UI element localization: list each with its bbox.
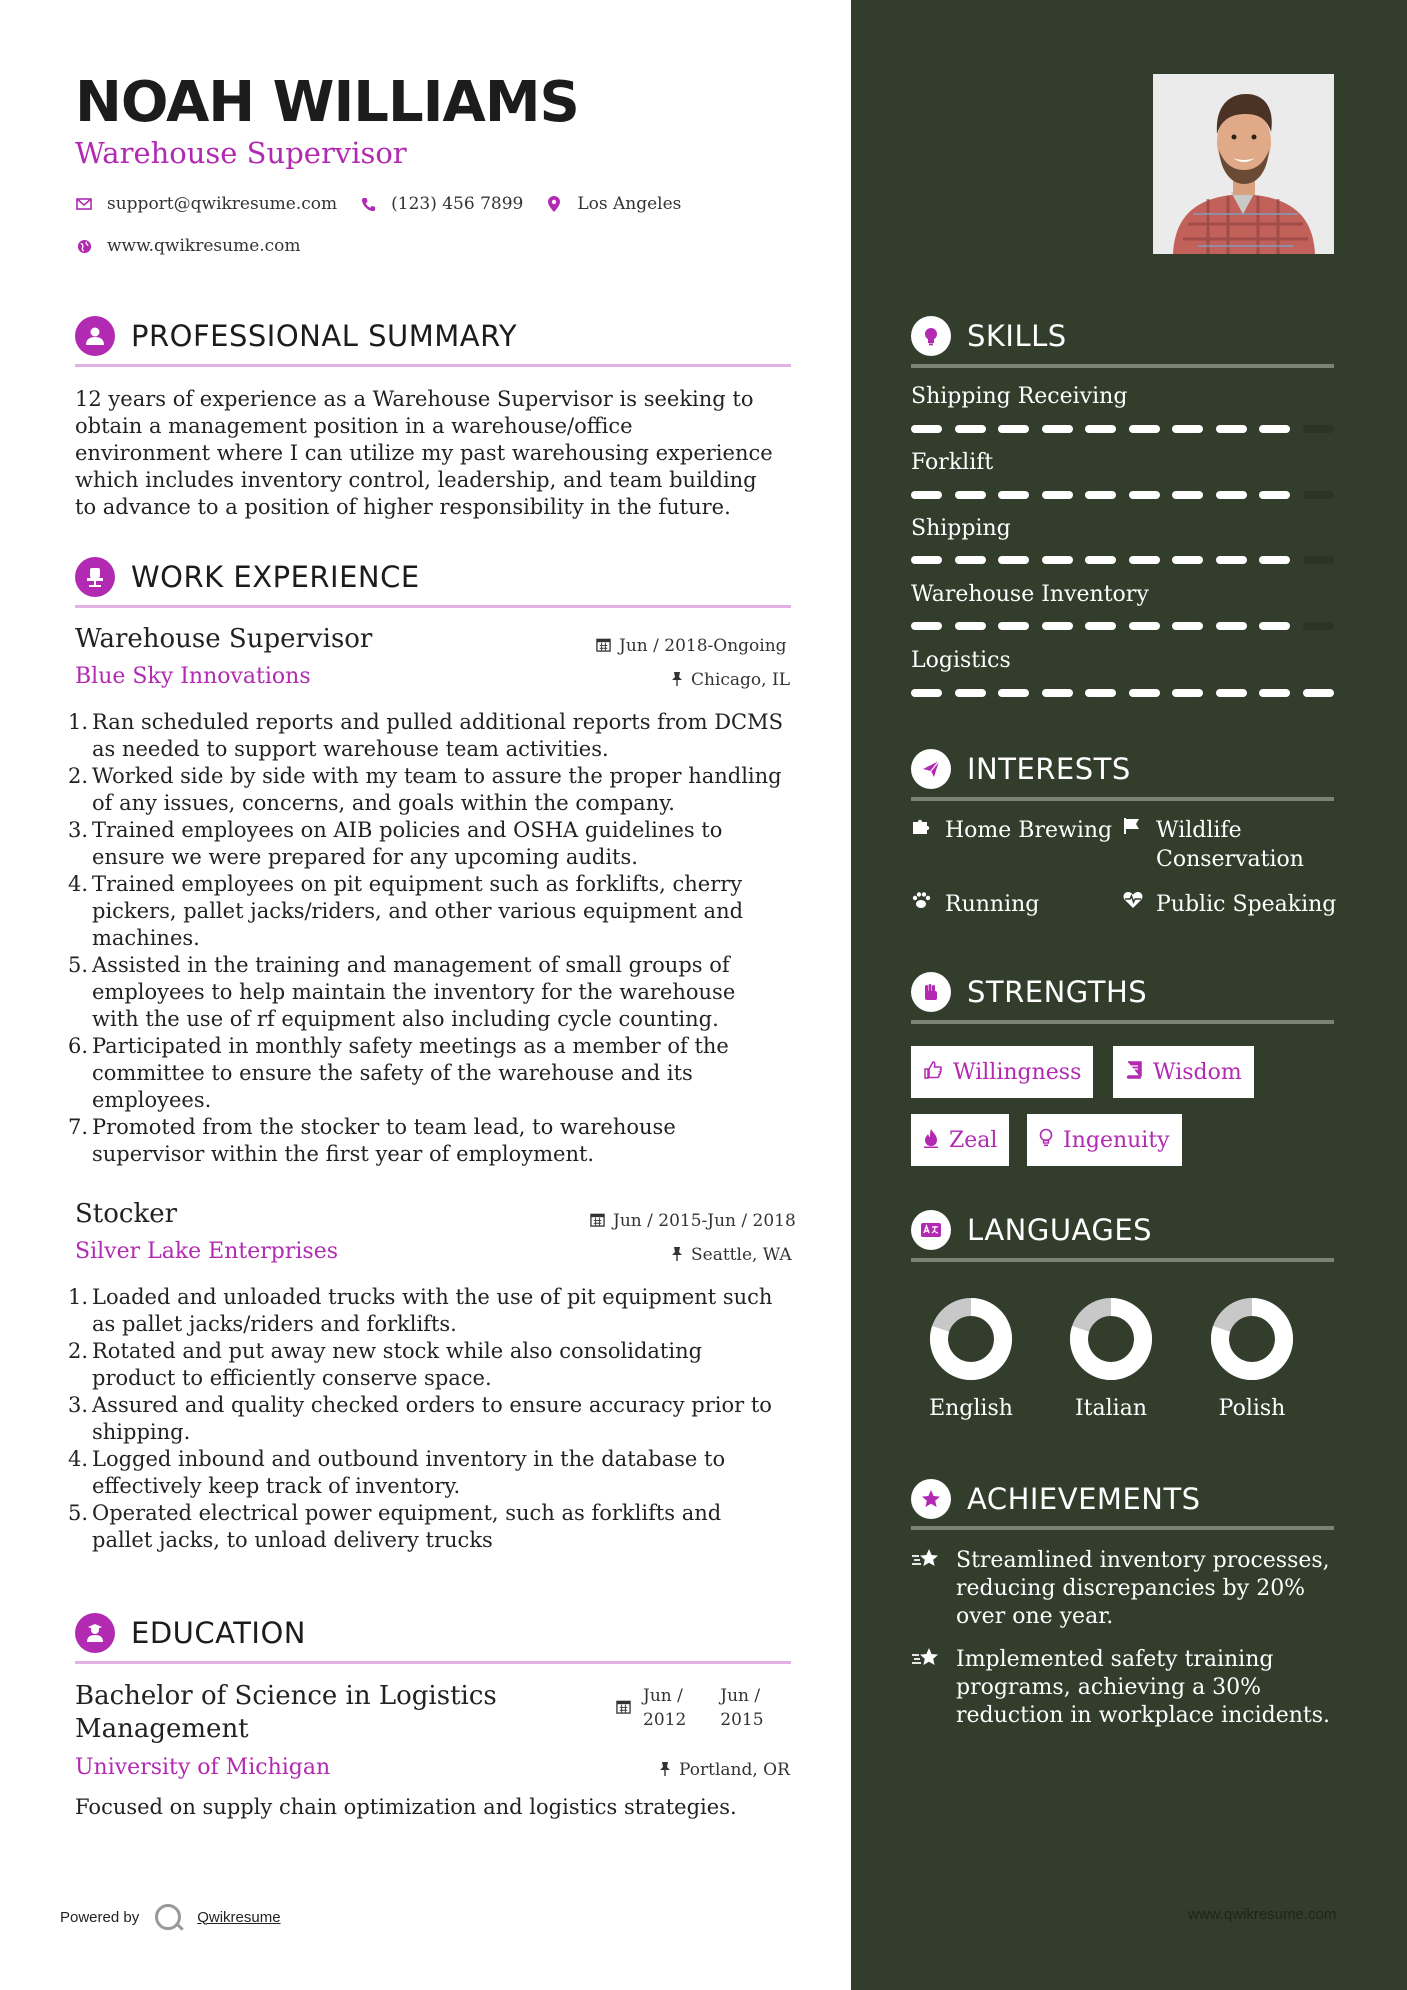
skill-segment <box>1129 425 1160 433</box>
company-name: Silver Lake Enterprises <box>75 1239 339 1264</box>
skill-segment <box>1172 425 1203 433</box>
book-icon <box>1125 1060 1143 1085</box>
fist-icon <box>911 972 951 1012</box>
skill-segment <box>911 622 942 630</box>
envelope-icon <box>75 198 93 210</box>
company-name: Blue Sky Innovations <box>75 664 311 689</box>
skill-level-bar <box>911 425 1334 433</box>
skill-segment <box>1172 556 1203 564</box>
calendar-icon <box>590 1212 605 1231</box>
lightbulb-icon <box>1039 1128 1053 1153</box>
job-title: Warehouse Supervisor <box>75 624 373 654</box>
achievements-header <box>911 1479 1201 1519</box>
skill-name: Forklift <box>911 450 994 475</box>
language-donut <box>1207 1294 1297 1384</box>
summary-line: 12 years of experience as a Warehouse Supervisor is seeking to <box>75 387 754 411</box>
paper-plane-icon <box>911 749 951 789</box>
footer-url: www.qwikresume.com <box>1188 1906 1337 1923</box>
section-title: INTERESTS <box>967 752 1131 786</box>
skill-segment <box>911 425 942 433</box>
skill-name: Shipping <box>911 516 1011 541</box>
summary-text <box>75 386 795 521</box>
list-item: 1. Ran scheduled reports and pulled additional reports from DCMS as needed to support warehouse team activities. <box>68 710 784 761</box>
briefcase-chair-icon <box>75 557 115 597</box>
interests-header <box>911 749 1131 789</box>
strength-label: Wisdom <box>1153 1059 1242 1085</box>
education-header <box>75 1613 306 1653</box>
section-title: EDUCATION <box>131 1616 307 1650</box>
thumbs-up-icon <box>923 1060 943 1085</box>
skill-segment <box>955 425 986 433</box>
language-item <box>1051 1294 1171 1421</box>
skill-segment <box>998 622 1029 630</box>
skill-segment <box>1172 622 1203 630</box>
flag-icon <box>1122 816 1156 874</box>
degree-line: Bachelor of Science in Logistics <box>75 1681 497 1711</box>
skill-segment <box>1216 556 1247 564</box>
list-item: 7. Promoted from the stocker to team lead, to warehouse supervisor within the first year of employment. <box>68 1115 676 1166</box>
strength-label: Willingness <box>953 1059 1082 1085</box>
star-badge-icon <box>911 1479 951 1519</box>
candidate-name: NOAH WILLIAMS <box>75 70 579 135</box>
skill-segment <box>1042 425 1073 433</box>
strength-badge <box>1027 1114 1182 1166</box>
lightbulb-icon <box>911 316 951 356</box>
skill-segment <box>1259 689 1290 697</box>
education-location-text: Portland, OR <box>679 1760 790 1780</box>
skill-name: Warehouse Inventory <box>911 582 1149 607</box>
achievement-item <box>911 1646 1341 1730</box>
interest-item <box>1122 816 1304 874</box>
interest-label: Home Brewing <box>945 818 1113 843</box>
skill-segment <box>1303 689 1334 697</box>
skill-segment <box>955 491 986 499</box>
profile-photo <box>1153 74 1334 254</box>
skill-segment <box>998 556 1029 564</box>
education-dates <box>616 1684 764 1732</box>
heartbeat-icon <box>1122 890 1156 919</box>
user-icon <box>75 316 115 356</box>
interest-item <box>1122 890 1336 919</box>
map-marker-icon <box>545 196 563 212</box>
summary-line: obtain a management position in a warehouse/office <box>75 414 633 438</box>
degree-title <box>75 1680 497 1746</box>
list-item: 3. Assured and quality checked orders to ensure accuracy prior to shipping. <box>68 1393 772 1444</box>
job-location <box>671 670 790 690</box>
skill-segment <box>1129 491 1160 499</box>
skill-segment <box>955 689 986 697</box>
skill-segment <box>1259 556 1290 564</box>
language-item <box>1192 1294 1312 1421</box>
strength-label: Ingenuity <box>1063 1127 1170 1153</box>
skill-segment <box>998 491 1029 499</box>
skill-segment <box>1216 491 1247 499</box>
skill-segment <box>1129 689 1160 697</box>
skill-level-bar <box>911 491 1334 499</box>
star-icon <box>911 1646 956 1730</box>
list-item: 3. Trained employees on AIB policies and OSHA guidelines to ensure we were prepared for any upcoming audits. <box>68 818 723 869</box>
list-item: 5. Operated electrical power equipment, such as forklifts and pallet jacks, to unload delivery trucks <box>68 1501 722 1552</box>
strength-badge <box>1113 1046 1254 1098</box>
graduation-icon <box>75 1613 115 1653</box>
skill-segment <box>1303 425 1334 433</box>
skill-segment <box>1085 491 1116 499</box>
education-end: Jun / 2015 <box>720 1686 764 1730</box>
powered-by-label: Powered by <box>60 1908 140 1926</box>
skill-segment <box>1129 556 1160 564</box>
degree-line: Management <box>75 1714 249 1744</box>
job-date-range: Jun / 2015-Jun / 2018 <box>613 1211 796 1231</box>
skill-segment <box>1085 556 1116 564</box>
list-item: 2. Worked side by side with my team to assure the proper handling of any issues, concerns, and goals within the company. <box>68 764 782 815</box>
skill-segment <box>1303 622 1334 630</box>
skill-segment <box>1042 622 1073 630</box>
skill-segment <box>1172 491 1203 499</box>
language-donut <box>1066 1294 1156 1384</box>
section-divider <box>911 1020 1334 1024</box>
candidate-role: Warehouse Supervisor <box>75 136 407 170</box>
section-divider <box>75 1661 791 1664</box>
language-name: English <box>929 1396 1013 1421</box>
pushpin-icon <box>659 1761 671 1780</box>
section-divider <box>911 1526 1334 1530</box>
job-location-text: Seattle, WA <box>691 1245 792 1265</box>
skill-segment <box>1216 622 1247 630</box>
skill-level-bar <box>911 689 1334 697</box>
skill-level-bar <box>911 556 1334 564</box>
list-item: 4. Trained employees on pit equipment such as forklifts, cherry pickers, pallet jacks/riders, and other various equipment and machines. <box>68 872 744 950</box>
summary-line: to advance to a position of higher responsibility in the future. <box>75 495 731 519</box>
location-text: Los Angeles <box>577 194 682 214</box>
job-title: Stocker <box>75 1199 178 1229</box>
language-name: Italian <box>1074 1396 1147 1421</box>
fire-icon <box>923 1128 939 1153</box>
skill-name: Logistics <box>911 648 1011 673</box>
skill-segment <box>1042 556 1073 564</box>
skill-level-bar <box>911 622 1334 630</box>
skill-segment <box>1172 689 1203 697</box>
section-divider <box>911 364 1334 368</box>
section-divider <box>911 1258 1334 1262</box>
experience-header <box>75 557 420 597</box>
interest-item <box>911 816 1112 845</box>
section-title: LANGUAGES <box>967 1213 1153 1247</box>
skill-segment <box>911 491 942 499</box>
section-title: ACHIEVEMENTS <box>967 1482 1201 1516</box>
skill-segment <box>955 622 986 630</box>
skill-segment <box>1085 425 1116 433</box>
list-item: 5. Assisted in the training and management of small groups of employees to help maintain the inventory for the warehouse with the use of rf equipment also including cycle counting. <box>68 953 736 1031</box>
pushpin-icon <box>671 671 683 690</box>
contact-row <box>75 194 703 214</box>
job-dates <box>596 636 787 656</box>
star-icon <box>911 1547 956 1631</box>
education-description: Focused on supply chain optimization and logistics strategies. <box>75 1795 737 1819</box>
job-bullets <box>68 1284 796 1554</box>
qwikresume-link[interactable]: Qwikresume <box>197 1908 281 1926</box>
strength-badge <box>911 1114 1009 1166</box>
languages-header <box>911 1210 1152 1250</box>
skill-segment <box>1129 622 1160 630</box>
skill-segment <box>1259 622 1290 630</box>
phone-icon <box>359 197 377 212</box>
skills-header <box>911 316 1067 356</box>
section-title: PROFESSIONAL SUMMARY <box>131 319 518 353</box>
phone-number: (123) 456 7899 <box>391 194 524 214</box>
list-item: 2. Rotated and put away new stock while also consolidating product to efficiently conserve space. <box>68 1339 703 1390</box>
skill-segment <box>911 689 942 697</box>
email-link[interactable]: support@qwikresume.com <box>107 194 338 214</box>
list-item: 6. Participated in monthly safety meetings as a member of the committee to ensure the safety of the warehouse and its employees. <box>68 1034 729 1112</box>
website-row <box>75 236 323 256</box>
language-name: Polish <box>1218 1396 1286 1421</box>
skill-segment <box>1085 622 1116 630</box>
strength-badge <box>911 1046 1093 1098</box>
summary-line: which includes inventory control, leadership, and team building <box>75 468 757 492</box>
summary-header <box>75 316 517 356</box>
skill-segment <box>1303 556 1334 564</box>
powered-by <box>60 1904 281 1930</box>
section-title: SKILLS <box>967 319 1067 353</box>
skill-segment <box>1042 491 1073 499</box>
language-item <box>911 1294 1031 1421</box>
section-divider <box>911 797 1334 801</box>
section-divider <box>75 364 791 367</box>
skill-name: Shipping Receiving <box>911 384 1128 409</box>
job-location <box>671 1245 792 1265</box>
language-icon <box>911 1210 951 1250</box>
pushpin-icon <box>671 1246 683 1265</box>
skill-segment <box>1042 689 1073 697</box>
skill-segment <box>1216 425 1247 433</box>
education-location <box>659 1760 790 1780</box>
job-dates <box>590 1211 796 1231</box>
education-start: Jun / 2012 <box>643 1686 687 1730</box>
job-location-text: Chicago, IL <box>691 670 790 690</box>
list-item: 4. Logged inbound and outbound inventory in the database to effectively keep track of inventory. <box>68 1447 726 1498</box>
interest-item <box>911 890 1039 919</box>
skill-segment <box>1303 491 1334 499</box>
puzzle-icon <box>911 816 945 845</box>
paw-icon <box>911 890 945 919</box>
list-item: 1. Loaded and unloaded trucks with the use of pit equipment such as pallet jacks/riders and forklifts. <box>68 1285 773 1336</box>
section-divider <box>75 605 791 608</box>
globe-icon <box>75 239 93 254</box>
interest-label: Wildlife Conservation <box>1156 818 1304 872</box>
calendar-icon <box>596 637 611 656</box>
section-title: WORK EXPERIENCE <box>131 560 420 594</box>
skill-segment <box>1259 491 1290 499</box>
calendar-icon <box>616 1699 631 1718</box>
skill-segment <box>1085 689 1116 697</box>
website-link[interactable]: www.qwikresume.com <box>107 236 301 256</box>
job-date-range: Jun / 2018-Ongoing <box>619 636 787 656</box>
skill-segment <box>955 556 986 564</box>
section-title: STRENGTHS <box>967 975 1148 1009</box>
achievement-text: Implemented safety training programs, achieving a 30% reduction in workplace incidents. <box>956 1647 1331 1728</box>
skill-segment <box>1259 425 1290 433</box>
language-donut <box>926 1294 1016 1384</box>
summary-line: environment where I can utilize my past warehousing experience <box>75 441 773 465</box>
skill-segment <box>911 556 942 564</box>
job-bullets <box>68 709 796 1168</box>
achievement-text: Streamlined inventory processes, reducing discrepancies by 20% over one year. <box>956 1548 1330 1629</box>
strengths-header <box>911 972 1147 1012</box>
school-name: University of Michigan <box>75 1755 331 1780</box>
skill-segment <box>998 425 1029 433</box>
strength-label: Zeal <box>949 1127 998 1153</box>
interest-label: Running <box>945 892 1040 917</box>
skill-segment <box>1216 689 1247 697</box>
achievement-item <box>911 1547 1341 1631</box>
qwikresume-logo-icon <box>155 1904 181 1930</box>
skill-segment <box>998 689 1029 697</box>
interest-label: Public Speaking <box>1156 892 1337 917</box>
